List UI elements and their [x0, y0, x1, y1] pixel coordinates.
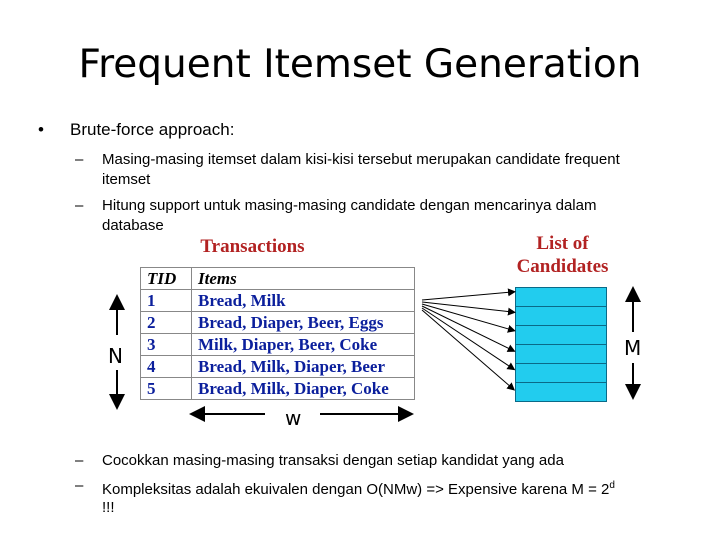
fan-line	[422, 306, 512, 350]
label-w: w	[285, 406, 302, 430]
row-items: Bread, Milk	[192, 290, 415, 312]
bullet-mark: •	[38, 120, 44, 139]
label-m: M	[624, 336, 642, 360]
sub-bullet-4-cont: !!!	[102, 499, 115, 516]
fan-line	[422, 302, 512, 312]
sub-bullet-4-text: Kompleksitas adalah ekuivalen dengan O(NMw) => Expensive karena M = 2	[102, 481, 610, 498]
row-tid: 2	[141, 312, 192, 334]
row-tid: 3	[141, 334, 192, 356]
dash-2: –	[75, 197, 84, 214]
slide-title: Frequent Itemset Generation	[78, 42, 642, 87]
fan-line	[422, 310, 512, 388]
sub-bullet-4-sup: d	[609, 480, 615, 491]
row-tid: 1	[141, 290, 192, 312]
fan-line	[422, 292, 512, 300]
sub-bullet-1-text: Masing-masing itemset dalam kisi-kisi tersebut merupakan candidate frequent	[102, 151, 620, 168]
row-items: Bread, Milk, Diaper, Coke	[192, 378, 415, 400]
sub-bullet-2-cont: database	[102, 217, 164, 234]
header-items: Items	[192, 268, 415, 290]
sub-bullet-4-line	[102, 476, 615, 499]
row-tid: 5	[141, 378, 192, 400]
sub-bullet-2-text: Hitung support untuk masing-masing candidate dengan mencarinya dalam	[102, 197, 597, 214]
dash-3: –	[75, 452, 84, 469]
dash-1: –	[75, 151, 84, 168]
candidates-title-line1: List of	[536, 233, 589, 254]
candidates-title-line2: Candidates	[516, 256, 609, 277]
transactions-title: Transactions	[200, 236, 305, 257]
sub-bullet-1-cont: itemset	[102, 171, 151, 188]
row-items: Milk, Diaper, Beer, Coke	[192, 334, 415, 356]
bullet-text: Brute-force approach:	[70, 120, 235, 139]
row-items: Bread, Milk, Diaper, Beer	[192, 356, 415, 378]
row-tid: 4	[141, 356, 192, 378]
sub-bullet-3-text: Cocokkan masing-masing transaksi dengan setiap kandidat yang ada	[102, 452, 564, 469]
label-n: N	[108, 344, 123, 368]
row-items: Bread, Diaper, Beer, Eggs	[192, 312, 415, 334]
header-tid: TID	[141, 268, 192, 290]
dash-4: –	[75, 477, 84, 494]
